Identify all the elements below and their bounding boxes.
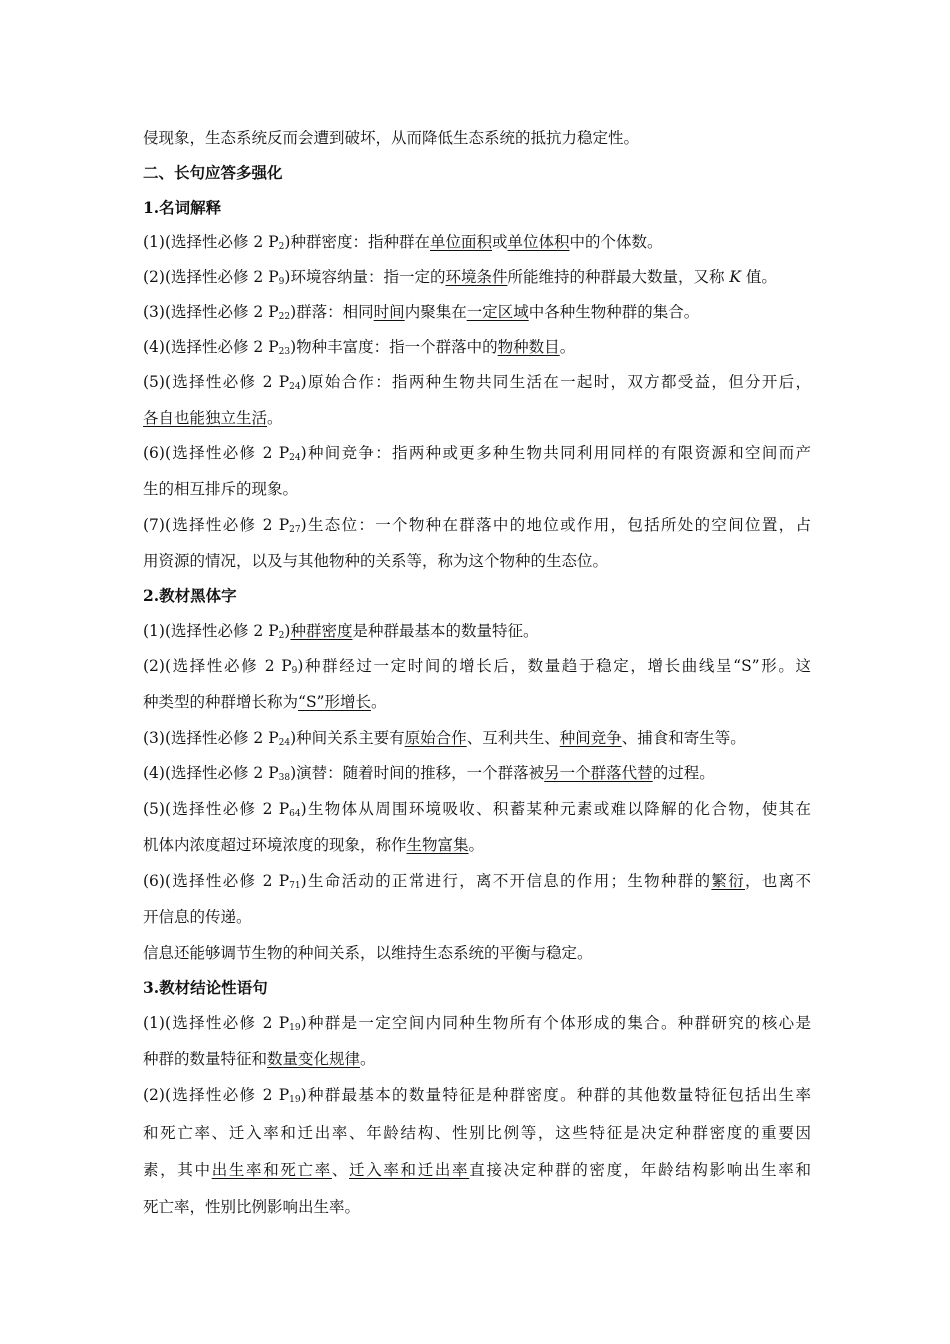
term-item-1: (1)(选择性必修 2 $P_2$)种群密度：指种群在单位面积或单位体积中的个体数。 <box>143 233 663 252</box>
term-item-7: (7)(选择性必修 2 $P_{27}$)生态位：一个物种在群落中的地位或作用，包括所处的空间位置，占 <box>143 516 811 535</box>
conclusion-item-2: (2)(选择性必修 2 $P_{19}$)种群最基本的数量特征是种群密度。种群的其他数量特征包括出生率 <box>143 1086 811 1105</box>
section-heading: 二、长句应答多强化 <box>143 163 283 182</box>
subsection-heading-3: 3.教材结论性语句 <box>143 978 268 997</box>
term-item-6-cont: 生的相互排斥的现象。 <box>143 480 299 498</box>
bold-text-item-5: (5)(选择性必修 2 $P_{64}$)生物体从周围环境吸收、积蓄某种元素或难以降解的化合物，使其在 <box>143 800 811 819</box>
bold-text-item-3: (3)(选择性必修 2 $P_{24}$)种间关系主要有原始合作、互利共生、种间竞争、捕食和寄生等。 <box>143 729 746 748</box>
bold-text-item-4: (4)(选择性必修 2 $P_{38}$)演替：随着时间的推移，一个群落被另一个群落代替的过程。 <box>143 764 715 783</box>
bold-text-item-2: (2)(选择性必修 2 $P_9$)种群经过一定时间的增长后，数量趋于稳定，增长曲线呈“S”形。这 <box>143 657 811 676</box>
bold-text-item-2-cont: 种类型的种群增长称为“S”形增长。 <box>143 693 387 711</box>
conclusion-item-2-cont1: 和死亡率、迁入率和迁出率、年龄结构、性别比例等，这些特征是决定种群密度的重要因 <box>143 1124 811 1142</box>
term-item-7-cont: 用资源的情况，以及与其他物种的关系等，称为这个物种的生态位。 <box>143 552 609 570</box>
conclusion-item-1-cont: 种群的数量特征和数量变化规律。 <box>143 1050 376 1068</box>
continuation-line: 侵现象，生态系统反而会遭到破坏，从而降低生态系统的抵抗力稳定性。 <box>143 129 640 147</box>
term-item-5: (5)(选择性必修 2 $P_{24}$)原始合作：指两种生物共同生活在一起时，双方都受益，但分开后， <box>143 373 811 392</box>
term-item-3: (3)(选择性必修 2 $P_{22}$)群落：相同时间内聚集在一定区域中各种生物种群的集合。 <box>143 303 700 322</box>
bold-text-item-1: (1)(选择性必修 2 $P_2$)种群密度是种群最基本的数量特征。 <box>143 622 539 641</box>
term-item-4: (4)(选择性必修 2 $P_{23}$)物种丰富度：指一个群落中的物种数目。 <box>143 338 576 357</box>
conclusion-item-2-cont2: 素，其中出生率和死亡率、迁入率和迁出率直接决定种群的密度，年龄结构影响出生率和 <box>143 1161 811 1179</box>
conclusion-item-1: (1)(选择性必修 2 $P_{19}$)种群是一定空间内同种生物所有个体形成的集合。种群研究的核心是 <box>143 1014 811 1033</box>
bold-text-item-6: (6)(选择性必修 2 $P_{71}$)生命活动的正常进行，离不开信息的作用；生物种群的繁衍，也离不 <box>143 872 811 891</box>
term-item-6: (6)(选择性必修 2 $P_{24}$)种间竞争：指两种或更多种生物共同利用同样的有限资源和空间而产 <box>143 444 811 463</box>
conclusion-item-2-cont3: 死亡率，性别比例影响出生率。 <box>143 1198 361 1216</box>
subsection-heading-1: 1.名词解释 <box>143 198 222 217</box>
term-item-2: (2)(选择性必修 2 $P_9$)环境容纳量：指一定的环境条件所能维持的种群最大数量，又称 K 值。 <box>143 268 777 287</box>
bold-text-item-6-cont: 开信息的传递。 <box>143 908 252 926</box>
term-item-5-cont: 各自也能独立生活。 <box>143 409 283 427</box>
bold-text-item-5-cont: 机体内浓度超过环境浓度的现象，称作生物富集。 <box>143 836 485 854</box>
bold-text-item-6-extra: 信息还能够调节生物的种间关系，以维持生态系统的平衡与稳定。 <box>143 944 593 962</box>
subsection-heading-2: 2.教材黑体字 <box>143 586 237 605</box>
